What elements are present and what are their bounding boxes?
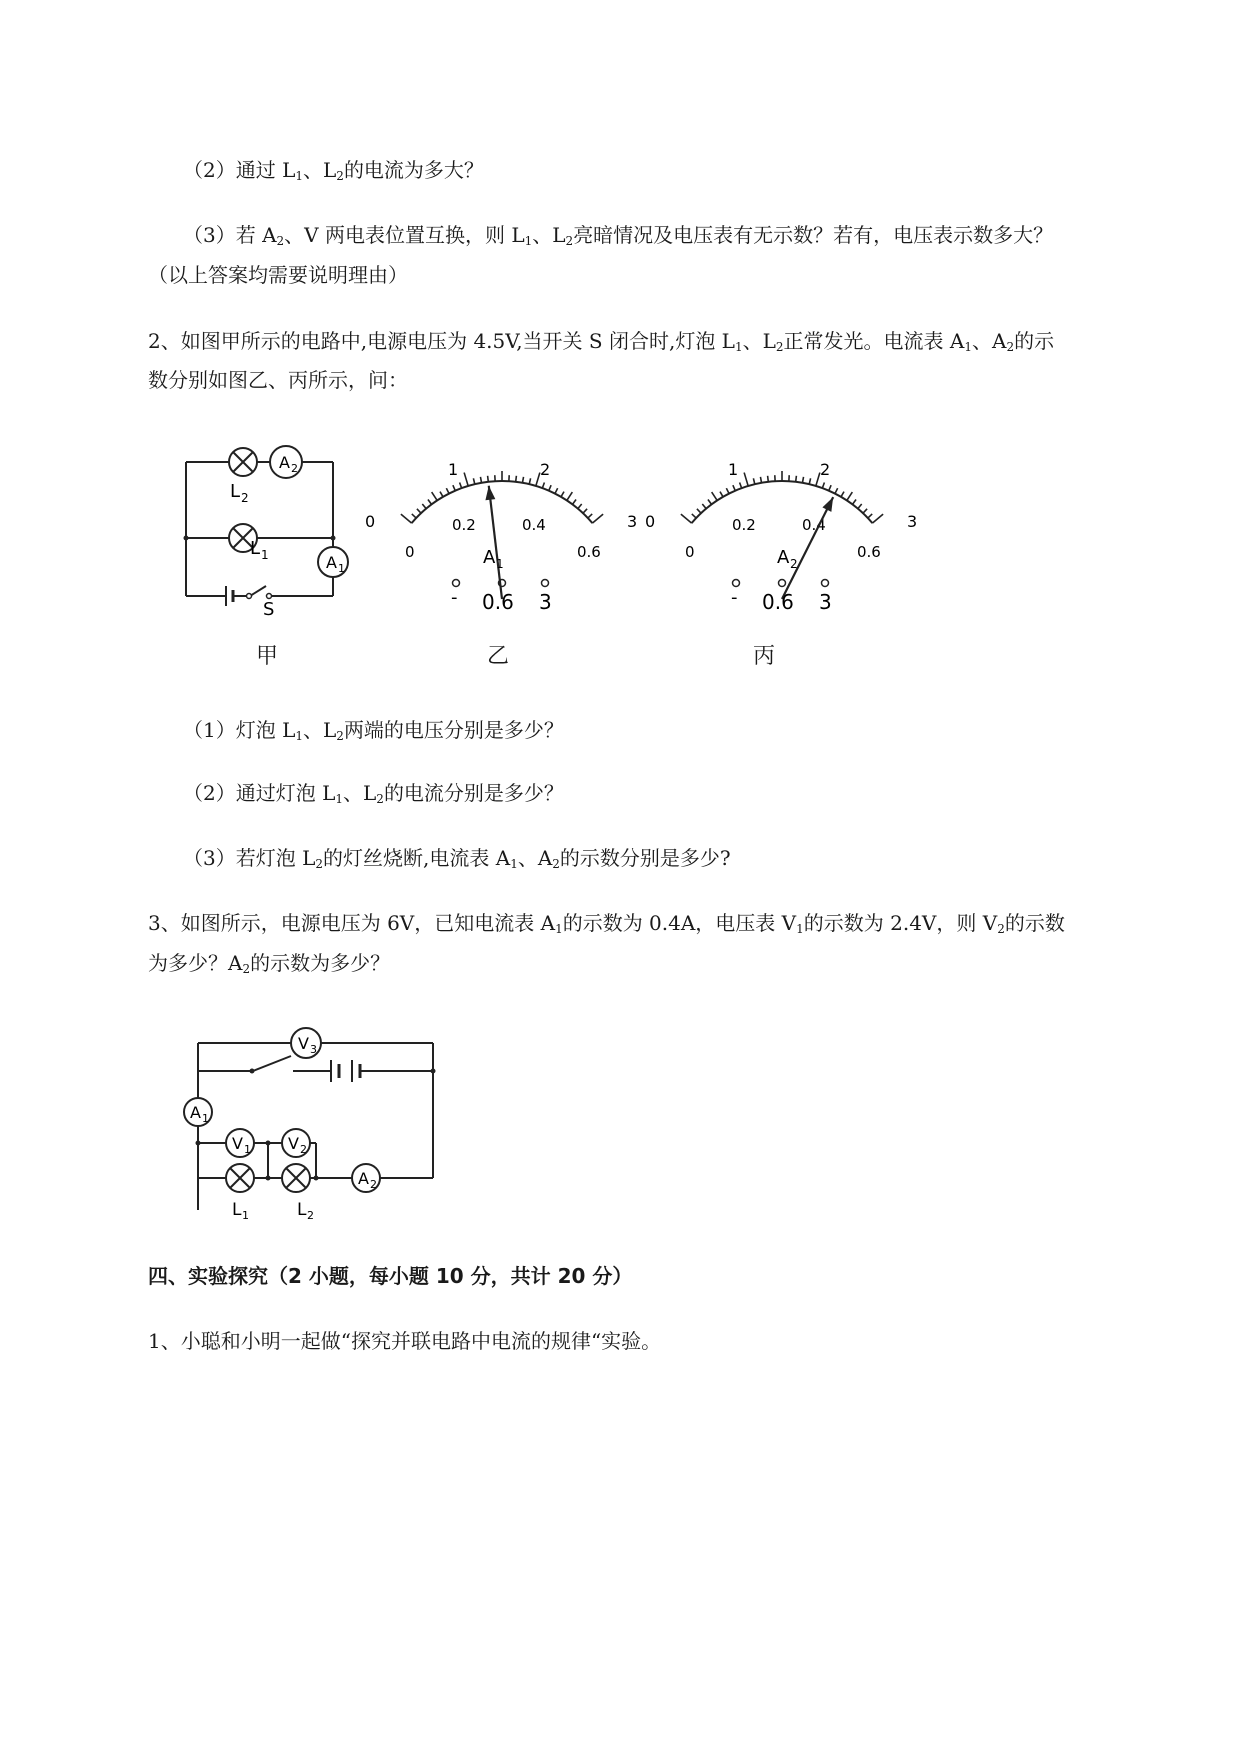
dial-tick [681, 514, 692, 523]
lamp-l2-sub: 2 [307, 1209, 314, 1222]
dial-tick [809, 478, 810, 484]
dial-tick [720, 492, 723, 497]
dial-tick [446, 488, 449, 493]
subscript: 2 [336, 729, 344, 743]
terminal-minus-label: - [731, 587, 738, 608]
q2-line2: 数分别如图乙、丙所示，问： [148, 368, 408, 392]
q3-line1 [148, 909, 1065, 937]
text: （2）通过 L [183, 158, 296, 182]
dial-tick [841, 492, 844, 497]
dial-tick [432, 492, 437, 500]
dial-top-label-3: 3 [627, 512, 638, 531]
dial-arc [412, 481, 593, 523]
subscript: 1 [295, 729, 304, 743]
text: 的示数 [1004, 911, 1065, 935]
dial-top-label-3: 3 [907, 512, 918, 531]
terminal-3-label: 3 [539, 590, 552, 614]
text: 的电流分别是多少？ [383, 781, 564, 805]
text: 的示数为多少？ [250, 951, 391, 975]
dial-tick [712, 492, 717, 500]
ammeter-a1-letter: A [326, 553, 337, 572]
junction-dot [431, 1069, 436, 1074]
text: 3、如图所示，电源电压为 6V，已知电流表 A [148, 911, 556, 935]
subscript: 1 [510, 857, 518, 871]
dial-tick [702, 504, 706, 509]
text: 的示数分别是多少? [559, 846, 731, 870]
text: （3）若灯泡 L [183, 846, 316, 870]
dial-top-label-1: 1 [448, 460, 459, 479]
junction-dot [196, 1141, 201, 1146]
dial-bottom-label-02: 0.2 [452, 516, 476, 534]
dial-needle [782, 497, 833, 599]
switch-pivot [250, 1069, 255, 1074]
dial-scale [681, 471, 883, 523]
subscript: 2 [276, 234, 285, 248]
q2-sub3 [183, 844, 731, 872]
subscript: 2 [336, 169, 344, 183]
text: 2、如图甲所示的电路中,电源电压为 4.5V,当开关 S 闭合时,灯泡 L [148, 329, 735, 353]
figure-label-yi: 乙 [487, 644, 510, 669]
dial-tick [440, 492, 443, 497]
text: 的示数为 0.4A，电压表 V [562, 911, 797, 935]
subscript: 1 [335, 792, 344, 806]
text: 为多少？A [148, 951, 243, 975]
q1-sub3-continued: （以上答案均需要说明理由） [148, 263, 408, 287]
ammeter-a2-sub: 2 [370, 1178, 377, 1191]
dial-tick [572, 500, 576, 505]
terminal-minus [453, 580, 460, 587]
q1-sub3 [183, 221, 1053, 249]
dial-tick [473, 478, 474, 484]
text: （1）灯泡 L [183, 718, 296, 742]
terminal-3 [542, 580, 549, 587]
dial-bottom-label-0: 0 [685, 543, 695, 561]
dial-tick [692, 514, 696, 518]
q2-line1 [148, 327, 1054, 355]
dial-tick [802, 477, 803, 483]
dial-tick [583, 509, 587, 513]
text: 、L [303, 158, 337, 182]
switch-blade [250, 586, 266, 596]
dial-needle-head [485, 486, 495, 500]
dial-tick [567, 492, 572, 500]
dial-tick [697, 509, 701, 513]
subscript: 1 [524, 234, 533, 248]
lamp-l1-label: L [232, 1200, 242, 1220]
text: 亮暗情况及电压表有无示数？若有，电压表示数多大？ [573, 223, 1054, 247]
terminal-06 [779, 580, 786, 587]
q2-sub1 [183, 716, 564, 744]
dial-tick [428, 500, 432, 505]
q2-sub2 [183, 779, 564, 807]
text: 、L [343, 781, 377, 805]
dial-needle [489, 486, 502, 599]
dial-tick [588, 514, 592, 518]
lamp-l2-sub: 2 [241, 491, 249, 505]
text: 的示 [1014, 329, 1055, 353]
section-heading: 四、实验探究（2 小题，每小题 10 分，共计 20 分） [148, 1264, 633, 1288]
text: （2）通过灯泡 L [183, 781, 336, 805]
dial-bottom-label-06: 0.6 [857, 543, 881, 561]
text: 正常发光。电流表 A [783, 329, 965, 353]
voltmeter-v2-sub: 2 [300, 1143, 307, 1156]
switch-contact [267, 594, 272, 599]
junction-dot [266, 1141, 271, 1146]
subscript: 2 [315, 857, 324, 871]
dial-arc [692, 481, 873, 523]
lamp-l1-sub: 1 [242, 1209, 249, 1222]
text: 、L [303, 718, 337, 742]
dial-tick [460, 482, 462, 488]
dial-tick [555, 488, 558, 493]
dial-tick [453, 485, 455, 491]
dial-tick [412, 514, 416, 518]
text: 、A [971, 329, 1007, 353]
dial-top-label-0: 0 [365, 512, 376, 531]
junction-dot [314, 1176, 319, 1181]
terminal-minus [733, 580, 740, 587]
dial-tick [872, 514, 883, 523]
dial-tick [858, 504, 862, 509]
dial-tick [768, 476, 769, 482]
ammeter-a2-letter: A [358, 1169, 369, 1188]
ammeter-a2-sub: 2 [291, 462, 298, 475]
subscript: 2 [1006, 340, 1015, 354]
switch-blade [253, 1056, 291, 1071]
dial-tick [733, 485, 735, 491]
voltmeter-v1-sub: 1 [244, 1143, 251, 1156]
dial-needle-head [822, 497, 833, 512]
section4-q1: 1、小聪和小明一起做“探究并联电路中电流的规律“实验。 [148, 1329, 662, 1353]
text: 、L [532, 223, 566, 247]
dial-tick [740, 482, 742, 488]
terminal-minus-label: - [451, 587, 458, 608]
circuit-diagram-q3 [176, 1018, 446, 1228]
figure-label-bing: 丙 [753, 644, 776, 669]
dial-tick [753, 478, 754, 484]
terminal-3-label: 3 [819, 590, 832, 614]
subscript: 1 [964, 340, 972, 354]
junction-dot [331, 536, 336, 541]
ammeter-a1-sub: 1 [338, 562, 345, 575]
dial-top-label-1: 1 [728, 460, 739, 479]
dial-tick [417, 509, 421, 513]
dial-bottom-label-0: 0 [405, 543, 415, 561]
subscript: 1 [555, 922, 563, 936]
lamp-l2-label: L [297, 1200, 307, 1220]
dial-tick [708, 500, 712, 505]
dial-bottom-label-04: 0.4 [522, 516, 546, 534]
dial-tick [542, 482, 544, 488]
dial-tick [578, 504, 582, 509]
text: 、V 两电表位置互换，则 L [284, 223, 525, 247]
subscript: 2 [552, 857, 560, 871]
figure-label-jia: 甲 [256, 644, 279, 669]
subscript: 2 [242, 962, 251, 976]
dial-top-label-0: 0 [645, 512, 656, 531]
dial-tick [822, 482, 824, 488]
dial-bottom-label-02: 0.2 [732, 516, 756, 534]
ammeter-dial-yi [365, 445, 645, 625]
dial-tick [829, 485, 831, 491]
voltmeter-v3-sub: 3 [310, 1043, 317, 1056]
dial-tick [422, 504, 426, 509]
subscript: 2 [565, 234, 574, 248]
ammeter-a1-letter: A [190, 1103, 201, 1122]
subscript: 1 [734, 340, 743, 354]
dial-tick [744, 473, 748, 486]
dial-tick [561, 492, 564, 497]
circuit-diagram-jia [178, 445, 353, 625]
dial-tick [868, 514, 872, 518]
dial-tick [835, 488, 838, 493]
ammeter-dial-bing [645, 445, 925, 625]
junction-dot [266, 1176, 271, 1181]
text: 的电流为多大？ [343, 158, 484, 182]
dial-tick [464, 473, 468, 486]
lamp-l1-sub: 1 [261, 548, 269, 562]
q3-line2 [148, 949, 390, 977]
text: （3）若 A [183, 223, 277, 247]
dial-tick [796, 476, 797, 482]
voltmeter-v1-letter: V [232, 1134, 243, 1153]
subscript: 2 [775, 340, 784, 354]
dial-caption-sub: 1 [496, 557, 504, 571]
dial-bottom-label-04: 0.4 [802, 516, 826, 534]
dial-tick [726, 488, 729, 493]
dial-bottom-label-06: 0.6 [577, 543, 601, 561]
switch-pivot [247, 594, 252, 599]
text: 两端的电压分别是多少？ [343, 718, 564, 742]
text: 、L [742, 329, 776, 353]
dial-top-label-2: 2 [540, 460, 551, 479]
dial-tick [852, 500, 856, 505]
switch-label: S [263, 599, 275, 620]
voltmeter-v2-letter: V [288, 1134, 299, 1153]
dial-tick [847, 492, 852, 500]
subscript: 1 [796, 922, 804, 936]
subscript: 1 [295, 169, 304, 183]
ammeter-a1-sub: 1 [202, 1112, 209, 1125]
dial-tick [863, 509, 867, 513]
dial-caption-letter: A [483, 547, 496, 568]
dial-tick [488, 476, 489, 482]
dial-tick [522, 477, 523, 483]
dial-tick [760, 477, 761, 483]
dial-scale [401, 471, 603, 523]
junction-dot [184, 536, 189, 541]
text: 的灯丝烧断,电流表 A [323, 846, 511, 870]
terminal-3 [822, 580, 829, 587]
dial-tick [549, 485, 551, 491]
dial-tick [592, 514, 603, 523]
terminal-06-label: 0.6 [482, 590, 514, 614]
dial-tick [529, 478, 530, 484]
dial-tick [401, 514, 412, 523]
ammeter-a2-letter: A [279, 453, 290, 472]
subscript: 2 [376, 792, 384, 806]
voltmeter-v3-letter: V [298, 1034, 309, 1053]
q1-sub2 [183, 156, 484, 184]
text: 的示数为 2.4V，则 V [803, 911, 998, 935]
dial-tick [480, 477, 481, 483]
terminal-06-label: 0.6 [762, 590, 794, 614]
dial-caption-letter: A [777, 547, 790, 568]
text: 、A [517, 846, 553, 870]
dial-top-label-2: 2 [820, 460, 831, 479]
lamp-l2-label: L [230, 481, 241, 502]
dial-tick [516, 476, 517, 482]
subscript: 2 [997, 922, 1005, 936]
lamp-l1-label: L [250, 538, 261, 559]
dial-caption-sub: 2 [790, 557, 798, 571]
